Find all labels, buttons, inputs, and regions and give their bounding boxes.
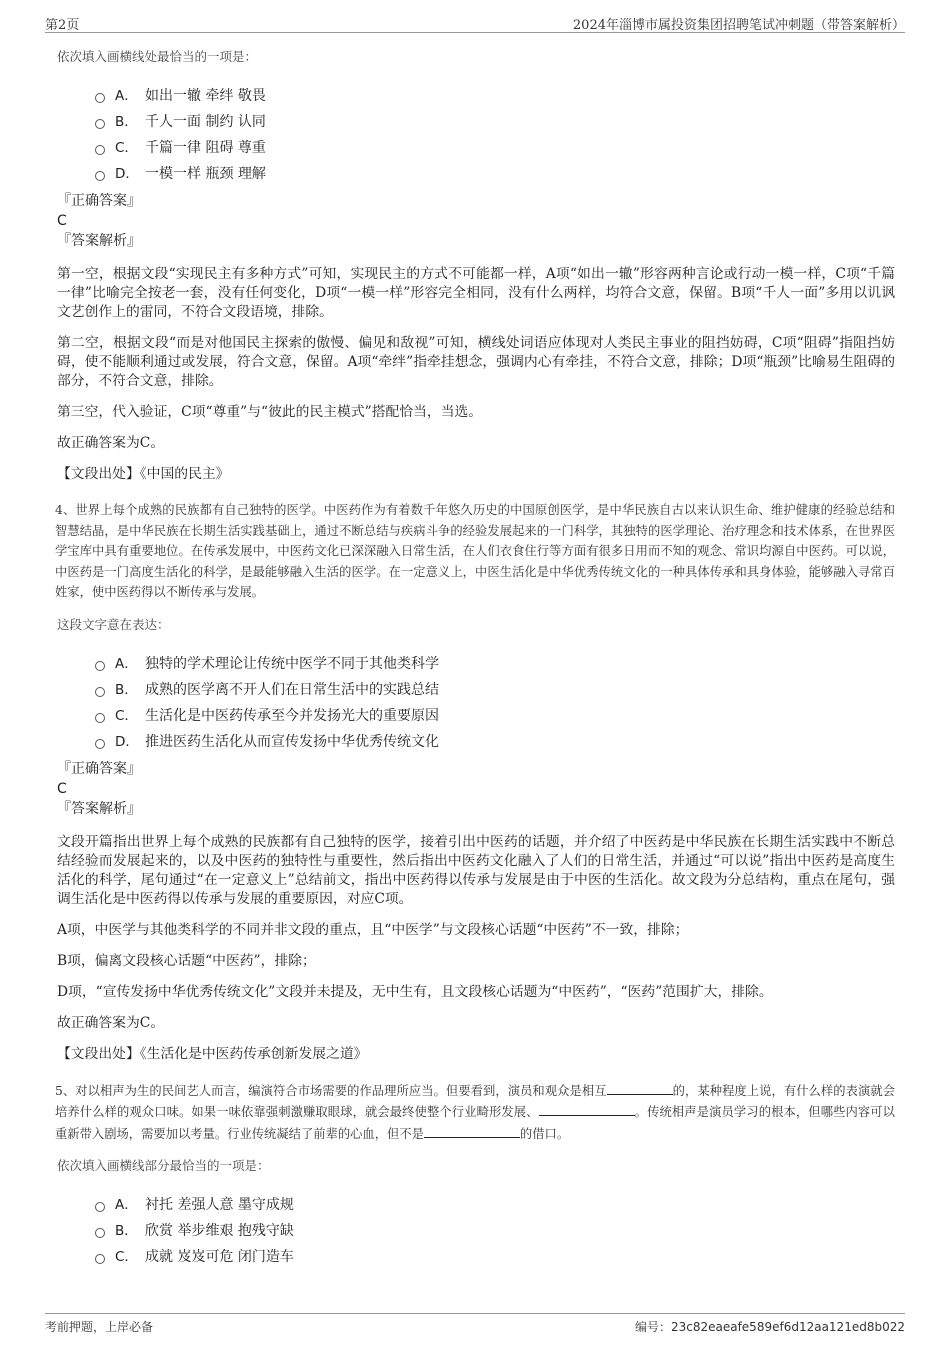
q4-options — [95, 651, 895, 755]
q4-analysis-p1: 文段开篇指出世界上每个成熟的民族都有自己独特的医学，接着引出中医药的话题，并介绍了中医药是中华民族在长期生活实践中不断总结经验而发展起来的，以及中医药的独特性与重要性，然后指出中医药文化融入了人们的日常生活，并通过“可以说”指出中医药是高度生活化的科学，尾句通过“在一定意义上”总结前文，指出中医药得以传承与发展是由于中医的生活化。故文段为分总结构，重点在尾句，强调生活化是中医药得以传承与发展的重要原因，对应C项。 — [57, 833, 895, 907]
radio-icon[interactable] — [95, 145, 105, 155]
q4-prompt: 这段文字意在表达： — [57, 616, 170, 632]
page-content — [57, 42, 895, 1274]
q4-option-a[interactable]: A． 独特的学术理论让传统中医学不同于其他类科学 — [95, 651, 895, 677]
q3-option-a[interactable]: A． 如出一辙 牵绊 敬畏 — [95, 83, 895, 109]
radio-icon[interactable] — [95, 119, 105, 129]
page-number: 第2页 — [45, 18, 80, 33]
q4-analysis-p5: 故正确答案为C。 — [57, 1014, 165, 1031]
footer-code: 编号：23c82eaeafe589ef6d12aa121ed8b022 — [634, 1320, 905, 1334]
radio-icon[interactable] — [95, 93, 105, 103]
q4-answer: C — [57, 780, 67, 797]
q3-prompt: 依次填入画横线处最恰当的一项是： — [57, 49, 258, 64]
q5-option-c[interactable]: C． 成就 岌岌可危 闭门造车 — [95, 1244, 895, 1270]
q5-option-a[interactable]: A． 衬托 差强人意 墨守成规 — [95, 1192, 895, 1218]
fill-blank-1[interactable] — [607, 1080, 673, 1095]
q5-question: 5、对以相声为生的民间艺人而言，编演符合市场需要的作品理所应当。但要看到，演员和观众是相互 的，某种程度上说，有什么样的表演就会培养什么样的观众口味。如果一味依靠强刺激赚取眼球，就会最终使整个行业畸形发展、 。传统相声是演员学习的根本，但哪些内容可以重新带入剧场，需要加以考量。行业传统凝结了前辈的心血，但不是 的借口。 — [55, 1080, 895, 1145]
fill-blank-2[interactable] — [539, 1101, 635, 1116]
radio-icon[interactable] — [95, 1228, 105, 1238]
q4-source: 【文段出处】《生活化是中医药传承创新发展之道》 — [57, 1045, 368, 1062]
q3-option-c[interactable]: C． 千篇一律 阻碍 尊重 — [95, 135, 895, 161]
q4-option-b[interactable]: B． 成熟的医学离不开人们在日常生活中的实践总结 — [95, 677, 895, 703]
page-footer — [45, 1313, 905, 1336]
q3-analysis-p1: 第一空，根据文段“实现民主有多种方式”可知，实现民主的方式不可能都一样，A项“如出一辙”形容两种言论或行动一模一样，C项“千篇一律”比喻完全按老一套，没有任何变化，D项“一模一样”形容完全相同，没有什么两样，均符合文意，保留。B项“千人一面”多用以讥讽文艺创作上的雷同，不符合文段语境，排除。 — [57, 266, 895, 320]
radio-icon[interactable] — [95, 687, 105, 697]
q5-options — [95, 1192, 895, 1270]
q3-answer-label: 『正确答案』 — [57, 193, 141, 209]
q3-analysis-p4: 故正确答案为C。 — [57, 435, 165, 451]
q3-option-d[interactable]: D． 一模一样 瓶颈 理解 — [95, 161, 895, 187]
radio-icon[interactable] — [95, 713, 105, 723]
q4-option-d[interactable]: D． 推进医药生活化从而宣传发扬中华优秀传统文化 — [95, 729, 895, 755]
q3-option-b[interactable]: B． 千人一面 制约 认同 — [95, 109, 895, 135]
q4-analysis-p3: B项，偏离文段核心话题“中医药”，排除； — [57, 952, 316, 969]
q4-analysis-label: 『答案解析』 — [57, 800, 141, 817]
radio-icon[interactable] — [95, 171, 105, 181]
q3-analysis-p3: 第三空，代入验证，C项“尊重”与“彼此的民主模式”搭配恰当，当选。 — [57, 404, 483, 420]
q4-answer-label: 『正确答案』 — [57, 760, 141, 777]
q3-options — [95, 83, 895, 187]
q5-option-b[interactable]: B． 欣赏 举步维艰 抱残守缺 — [95, 1218, 895, 1244]
q5-prompt: 依次填入画横线部分最恰当的一项是： — [57, 1158, 270, 1173]
q3-analysis-label: 『答案解析』 — [57, 233, 141, 249]
document-title: 2024年淄博市属投资集团招聘笔试冲刺题（带答案解析） — [572, 18, 905, 33]
q3-answer: C — [57, 213, 67, 229]
q3-analysis-p2: 第二空，根据文段“而是对他国民主探索的傲慢、偏见和敌视”可知，横线处词语应体现对人类民主事业的阻挡妨碍，C项“阻碍”指阻挡妨碍，使不能顺利通过或发展，符合文意，保留。A项“牵绊”指牵挂想念，强调内心有牵挂，不符合文意，排除；D项“瓶颈”比喻易生阻碍的部分，不符合文意，排除。 — [57, 335, 895, 389]
page-header — [45, 10, 905, 33]
q4-analysis-p2: A项，中医学与其他类科学的不同并非文段的重点，且“中医学”与文段核心话题“中医药”不一致，排除； — [57, 921, 689, 938]
q4-option-c[interactable]: C． 生活化是中医药传承至今并发扬光大的重要原因 — [95, 703, 895, 729]
q3-source: 【文段出处】《中国的民主》 — [57, 466, 230, 482]
fill-blank-3[interactable] — [424, 1123, 520, 1138]
radio-icon[interactable] — [95, 1202, 105, 1212]
radio-icon[interactable] — [95, 1254, 105, 1264]
footer-slogan: 考前押题，上岸必备 — [45, 1320, 154, 1334]
radio-icon[interactable] — [95, 739, 105, 749]
radio-icon[interactable] — [95, 661, 105, 671]
q4-analysis-p4: D项，“宣传发扬中华优秀传统文化”文段并未提及，无中生有，且文段核心话题为“中医药”，“医药”范围扩大，排除。 — [57, 983, 773, 1000]
q4-question: 4、世界上每个成熟的民族都有自己独特的医学。中医药作为有着数千年悠久历史的中国原创医学，是中华民族自古以来认识生命、维护健康的经验总结和智慧结晶，是中华民族在长期生活实践基础上，通过不断总结与疾病斗争的经验发展起来的一门科学，其独特的医学理论、治疗理念和技术体系，在世界医学宝库中具有重要地位。在传承发展中，中医药文化已深深融入日常生活，在人们衣食住行等方面有很多日用而不知的观念、常识均源自中医药。可以说，中医药是一门高度生活化的科学，是最能够融入生活的医学。在一定意义上，中医生活化是中华优秀传统文化的一种具体传承和具身体验，能够融入寻常百姓家，使中医药得以不断传承与发展。 — [55, 503, 895, 599]
